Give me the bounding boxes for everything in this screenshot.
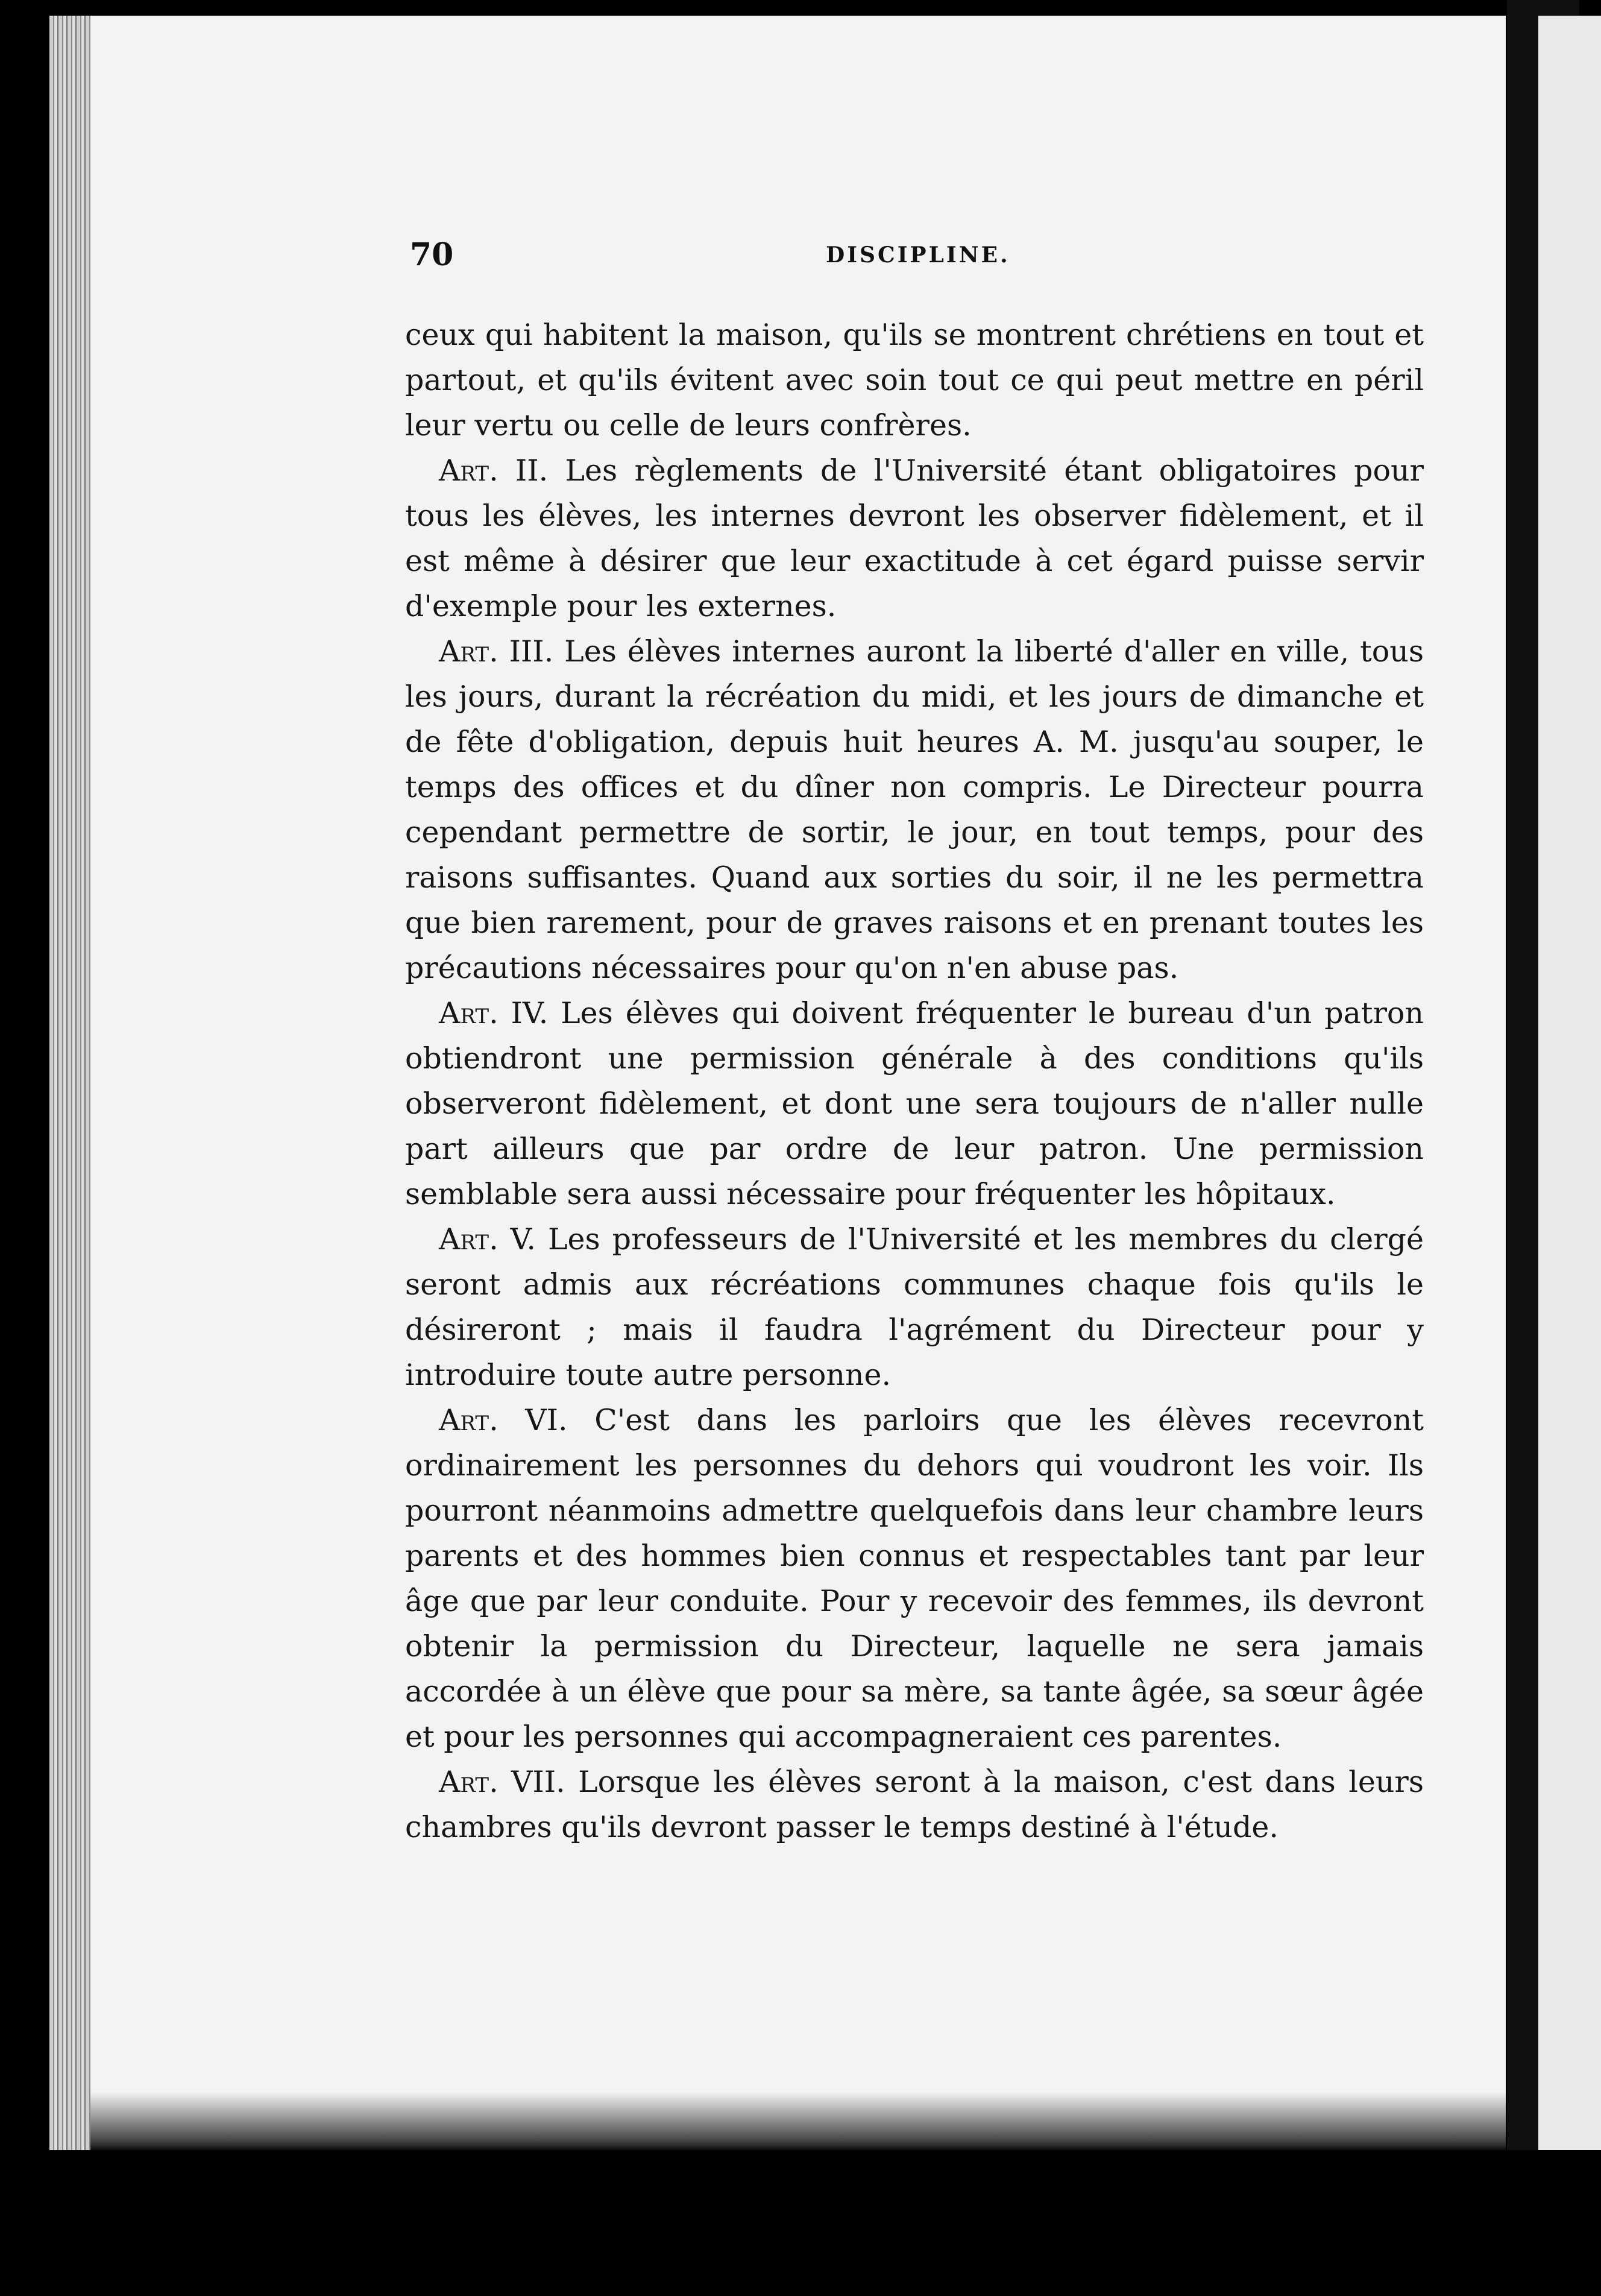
article-7: [405, 1759, 1424, 1850]
article-text: Les élèves qui doivent fréquenter le bureau d'un patron obtiendront une permission générale à des conditions qu'ils observeront fidèlement, et dont une sera toujours de n'aller nulle part ailleurs que par ordre de leur patron. Une permission semblable sera aussi nécessaire pour fréquenter les hôpitaux.: [405, 996, 1424, 1211]
article-text: Les élèves internes auront la liberté d'aller en ville, tous les jours, durant la récréation du midi, et les jours de dimanche et de fête d'obligation, depuis huit heures A. M. jusqu'au souper, le temps des offices et du dîner non compris. Le Directeur pourra cependant permettre de sortir, le jour, en tout temps, pour des raisons suffisantes. Quand aux sorties du soir, il ne les permettra que bien rarement, pour de graves raisons et en prenant toutes les précautions nécessaires pour qu'on n'en abuse pas.: [405, 634, 1424, 985]
article-5: [405, 1217, 1424, 1398]
article-text: Les professeurs de l'Université et les membres du clergé seront admis aux récréations communes chaque fois qu'ils le désireront ; mais il faudra l'agrément du Directeur pour y introduire toute autre personne.: [405, 1222, 1424, 1392]
article-3: [405, 629, 1424, 991]
paragraph-continuation: [405, 312, 1424, 448]
article-4: [405, 991, 1424, 1217]
article-label: Art. VI.: [439, 1403, 568, 1437]
bottom-shadow: [90, 2092, 1506, 2152]
article-text: Lorsque les élèves seront à la maison, c'est dans leurs chambres qu'ils devront passer le temps destiné à l'étude.: [405, 1765, 1424, 1844]
article-6: [405, 1398, 1424, 1759]
paragraph-text: ceux qui habitent la maison, qu'ils se montrent chrétiens en tout et partout, et qu'ils évitent avec soin tout ce qui peut mettre en péril leur vertu ou celle de leurs confrères.: [405, 318, 1424, 443]
article-2: [405, 448, 1424, 629]
scan-background: [0, 2150, 1601, 2296]
article-text: Les règlements de l'Université étant obligatoires pour tous les élèves, les internes devront les observer fidèlement, et il est même à désirer que leur exactitude à cet égard puisse servir d'exemple pour les externes.: [405, 453, 1424, 623]
running-title: DISCIPLINE.: [826, 242, 1010, 268]
article-label: Art. V.: [439, 1222, 536, 1257]
article-label: Art. IV.: [439, 996, 549, 1030]
body-text: [405, 312, 1424, 1850]
page-header: [410, 236, 1423, 279]
facing-page-edge: [1538, 16, 1601, 2150]
article-text: C'est dans les parloirs que les élèves recevront ordinairement les personnes du dehors qui voudront les voir. Ils pourront néanmoins admettre quelquefois dans leur chambre leurs parents et des hommes bien connus et respectables tant par leur âge que par leur conduite. Pour y recevoir des femmes, ils devront obtenir la permission du Directeur, laquelle ne sera jamais accordée à un élève que pour sa mère, sa tante âgée, sa sœur âgée et pour les personnes qui accompagneraient ces parentes.: [405, 1403, 1424, 1754]
article-label: Art. II.: [439, 453, 549, 488]
article-label: Art. VII.: [439, 1765, 565, 1799]
article-label: Art. III.: [439, 634, 554, 669]
page-number: 70: [410, 236, 454, 273]
